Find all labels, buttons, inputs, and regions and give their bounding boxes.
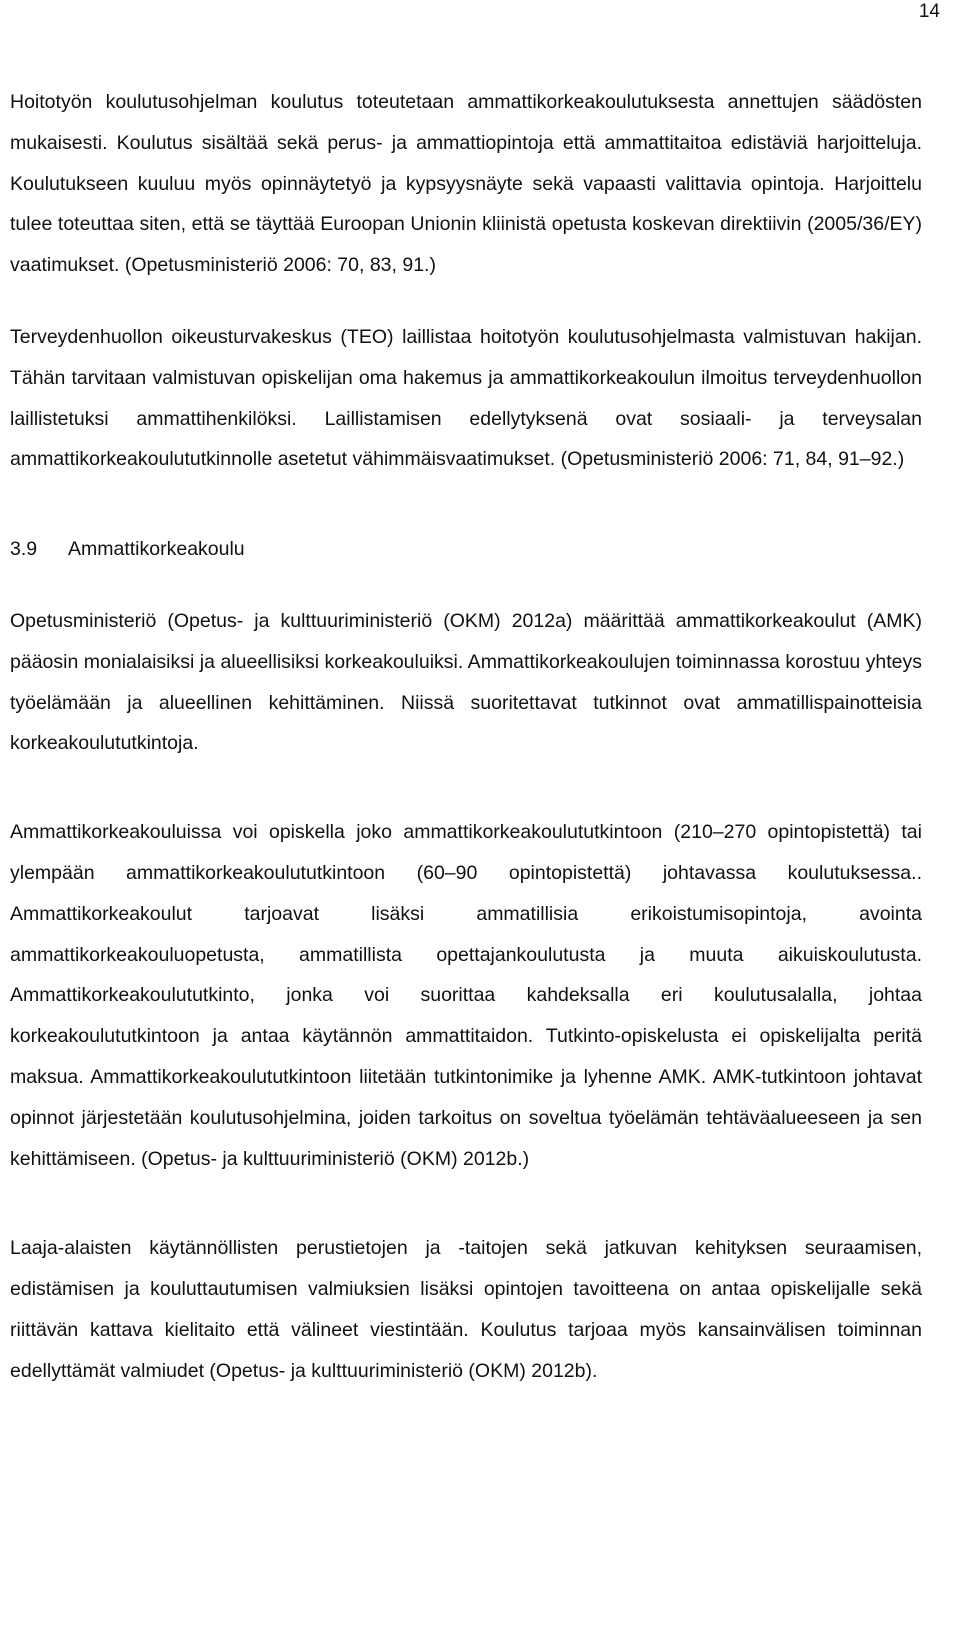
section-number: 3.9 <box>10 538 38 561</box>
section-heading <box>10 529 922 570</box>
paragraph-teo-licensing: Terveydenhuollon oikeusturvakeskus (TEO) laillistaa hoitotyön koulutusohjelmasta valmistuvan hakijan. Tähän tarvitaan valmistuvan opiskelijan oma hakemus ja ammattikorkeakoulun ilmoitus terveydenhuollon laillistetuksi ammattihenkilöksi. Laillistamisen edellytyksenä ovat sosiaali- ja terveysalan ammattikorkeakoulututkinnolle asetetut vähimmäisvaatimukset. (Opetusministeriö 2006: 71, 84, 91–92.) <box>10 325 922 471</box>
paragraph-amk-definition: Opetusministeriö (Opetus- ja kulttuuriministeriö (OKM) 2012a) määrittää ammattikorkeakoulut (AMK) pääosin monialaisiksi ja alueellisiksi korkeakouluiksi. Ammattikorkeakoulujen toiminnassa korostuu yhteys työelämään ja alueellinen kehittäminen. Niissä suoritettavat tutkinnot ovat ammatillispainotteisia korkeakoulututkintoja. <box>10 609 922 755</box>
page-number: 14 <box>918 1 940 22</box>
document-body <box>10 82 922 1392</box>
paragraph-amk-degrees: Ammattikorkeakouluissa voi opiskella joko ammattikorkeakoulututkintoon (210–270 opintopistettä) tai ylempään ammattikorkeakoulututkintoon (60–90 opintopistettä) johtavassa koulutuksessa.. Ammattikorkeakoulut tarjoavat lisäksi ammatillisia erikoistumisopintoja, avointa ammattikorkeakouluopetusta, ammatillista opettajankoulutusta ja muuta aikuiskoulutusta. Ammattikorkeakoulututkinto, jonka voi suorittaa kahdeksalla eri koulutusalalla, johtaa korkeakoulututkintoon ja antaa käytännön ammattitaidon. Tutkinto-opiskelusta ei opiskelijalta peritä maksua. Ammattikorkeakoulututkintoon liitetään tutkintonimike ja lyhenne AMK. AMK-tutkintoon johtavat opinnot järjestetään koulutusohjelmina, joiden tarkoitus on soveltua työelämän tehtäväalueeseen ja sen kehittämiseen. (Opetus- ja kulttuuriministeriö (OKM) 2012b.) <box>10 821 922 1170</box>
paragraph-nursing-programme: Hoitotyön koulutusohjelman koulutus toteutetaan ammattikorkeakoulutuksesta annettujen säädösten mukaisesti. Koulutus sisältää sekä perus- ja ammattiopintoja että ammattitaitoa edistäviä harjoitteluja. Koulutukseen kuuluu myös opinnäytetyö ja kypsyysnäyte sekä vapaasti valittavia opintoja. Harjoittelu tulee toteuttaa siten, että se täyttää Euroopan Unionin kliinistä opetusta koskevan direktiivin (2005/36/EY) vaatimukset. (Opetusministeriö 2006: 70, 83, 91.) <box>10 91 922 277</box>
paragraph-study-goals: Laaja-alaisten käytännöllisten perustietojen ja -taitojen sekä jatkuvan kehityksen seuraamisen, edistämisen ja kouluttautumisen valmiuksien lisäksi opintojen tavoitteena on antaa opiskelijalle sekä riittävän kattava kielitaito että välineet viestintään. Koulutus tarjoaa myös kansainvälisen toiminnan edellyttämät valmiudet (Opetus- ja kulttuuriministeriö (OKM) 2012b). <box>10 1237 922 1382</box>
section-title: Ammattikorkeakoulu <box>68 538 245 561</box>
